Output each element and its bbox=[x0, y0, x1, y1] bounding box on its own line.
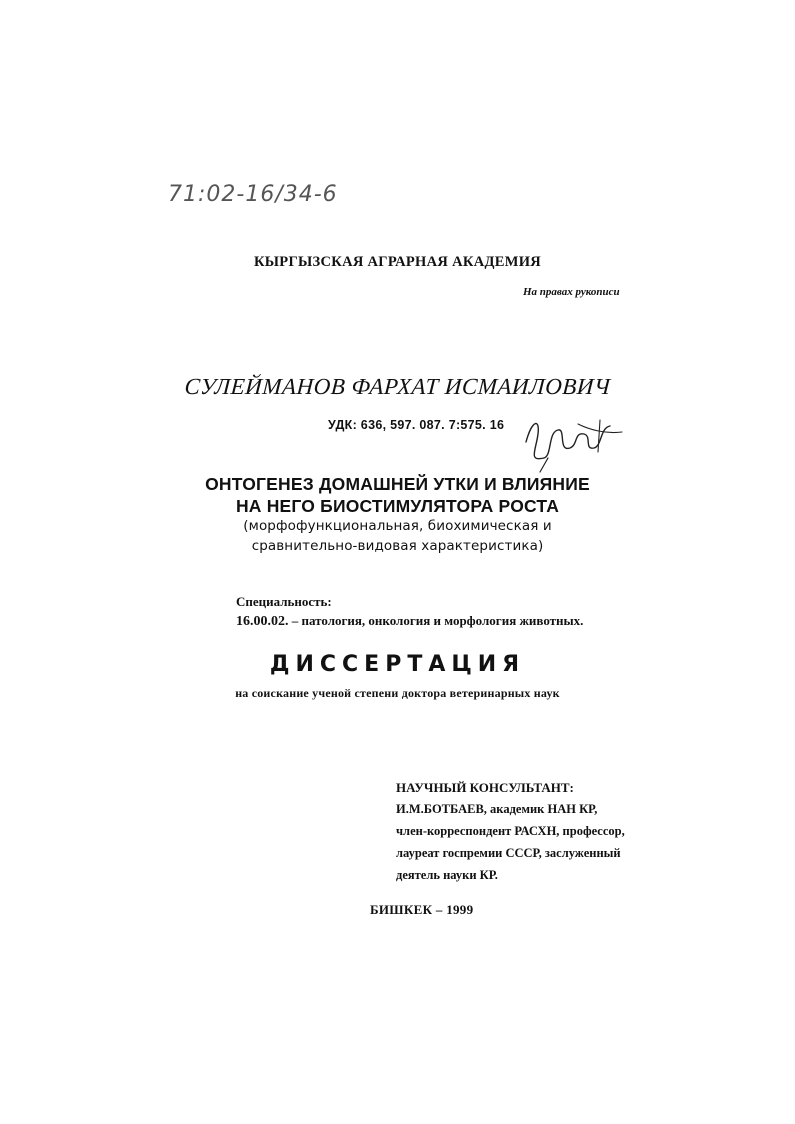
consultant-line-4: лауреат госпремии СССР, заслуженный bbox=[396, 846, 621, 860]
thesis-title-line-1: ОНТОГЕНЕЗ ДОМАШНЕЙ УТКИ И ВЛИЯНИЕ bbox=[205, 474, 590, 494]
degree-line: на соискание ученой степени доктора ветеринарных наук bbox=[235, 686, 560, 700]
specialty-description: – патология, онкология и морфология животных. bbox=[288, 613, 584, 628]
consultant-heading: НАУЧНЫЙ КОНСУЛЬТАНТ: bbox=[396, 780, 574, 795]
specialty-code: 16.00.02. bbox=[236, 614, 289, 629]
udc-code: УДК: 636, 597. 087. 7:575. 16 bbox=[328, 418, 505, 432]
consultant-line-3: член-корреспондент РАСХН, профессор, bbox=[396, 824, 625, 838]
thesis-subtitle-line-1: (морфофункциональная, биохимическая и bbox=[243, 518, 552, 534]
city-year: БИШКЕК – 1999 bbox=[370, 902, 474, 917]
thesis-title-line-2: НА НЕГО БИОСТИМУЛЯТОРА РОСТА bbox=[235, 496, 560, 516]
specialty-label: Специальность: bbox=[236, 594, 332, 609]
thesis-subtitle-line-2: сравнительно-видовая характеристика) bbox=[251, 538, 544, 554]
consultant-line-5: деятель науки КР. bbox=[396, 868, 498, 882]
institution-name: КЫРГЫЗСКАЯ АГРАРНАЯ АКАДЕМИЯ bbox=[253, 254, 542, 270]
manuscript-rights-note: На правах рукописи bbox=[523, 286, 620, 298]
signature-icon bbox=[518, 412, 628, 474]
archive-code-handwritten: 71:02-16/34-6 bbox=[168, 182, 338, 207]
document-type: ДИССЕРТАЦИЯ bbox=[269, 652, 526, 677]
consultant-line-2: И.М.БОТБАЕВ, академик НАН КР, bbox=[396, 802, 598, 816]
author-name: СУЛЕЙМАНОВ ФАРХАТ ИСМАИЛОВИЧ bbox=[183, 374, 612, 399]
specialty-value bbox=[236, 613, 583, 630]
